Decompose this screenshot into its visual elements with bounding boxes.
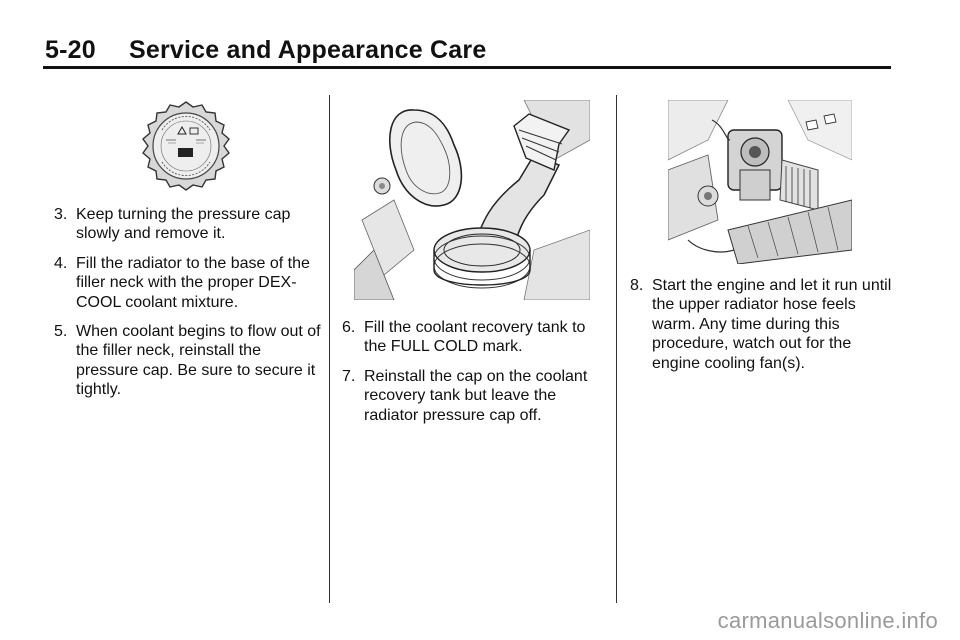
- step-6: [342, 318, 612, 357]
- step-text: Start the engine and let it run until the upper radiator hose feels warm. Any time during this procedure, watch out for the engine cooling fan(s).: [652, 277, 892, 372]
- step-4: [54, 254, 324, 312]
- pressure-cap-illustration: [138, 100, 234, 192]
- column-2-text: [342, 318, 612, 435]
- step-text: When coolant begins to flow out of the filler neck, reinstall the pressure cap. Be sure to secure it tightly.: [76, 323, 321, 399]
- column-3-text: [630, 276, 900, 383]
- step-number: 8.: [630, 277, 644, 294]
- watermark: carmanualsonline.info: [717, 608, 938, 633]
- step-3: [54, 205, 324, 244]
- step-number: 6.: [342, 319, 356, 336]
- step-text: Reinstall the cap on the coolant recovery tank but leave the radiator pressure cap off.: [364, 367, 588, 424]
- page-header: [43, 30, 891, 69]
- step-number: 5.: [54, 323, 68, 341]
- page-number: 5-20: [45, 36, 96, 64]
- step-7: [342, 367, 612, 425]
- step-5: [54, 322, 324, 400]
- column-1-text: [54, 205, 324, 410]
- engine-compartment-illustration: [668, 100, 852, 264]
- step-8: [630, 276, 900, 373]
- coolant-tank-illustration: [354, 100, 590, 300]
- step-number: 7.: [342, 367, 356, 385]
- step-text: Keep turning the pressure cap slowly and remove it.: [76, 206, 291, 243]
- step-number: 3.: [54, 206, 68, 223]
- section-title: Service and Appearance Care: [129, 36, 487, 64]
- column-divider-1: [329, 95, 330, 603]
- step-text: Fill the coolant recovery tank to the FULL COLD mark.: [364, 319, 586, 356]
- step-text: Fill the radiator to the base of the filler neck with the proper DEX-COOL coolant mixture.: [76, 254, 310, 311]
- column-divider-2: [616, 95, 617, 603]
- step-number: 4.: [54, 254, 68, 272]
